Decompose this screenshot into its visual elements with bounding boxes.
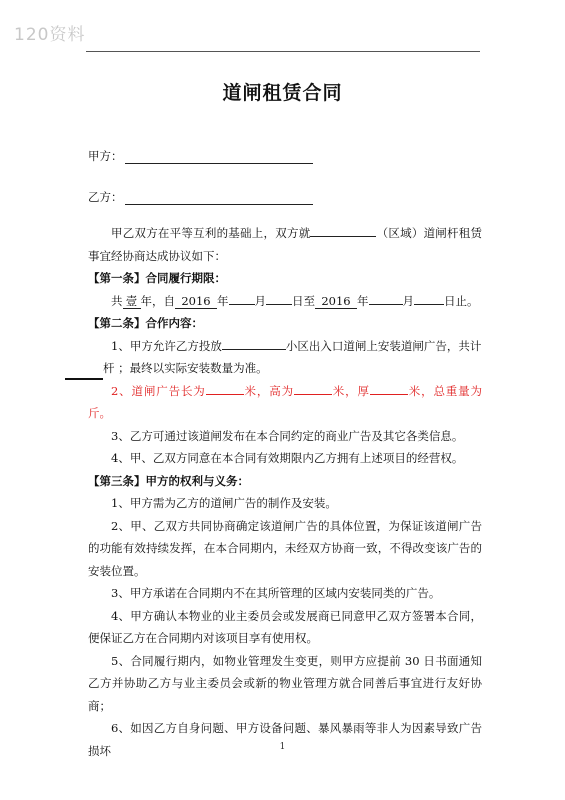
thickness-blank bbox=[370, 382, 408, 395]
article2-item3: 3、乙方可通过该道闸发布在本合同约定的商业广告及其它各类信息。 bbox=[111, 428, 464, 443]
article1-term: 共 壹 年，自 2016 年 月 日至 2016 年 月 日止。 bbox=[111, 293, 479, 308]
start-month-blank bbox=[229, 292, 255, 305]
article3-item6: 6、如因乙方自身问题、甲方设备问题、暴风暴雨等非人为因素导致广告损坏 bbox=[88, 721, 482, 758]
party-b-blank bbox=[125, 192, 313, 205]
region-blank bbox=[310, 224, 376, 237]
term-years: 壹 bbox=[123, 295, 141, 309]
height-blank bbox=[294, 382, 332, 395]
article2-item2: 2、道闸广告长为 米，高为 米，厚 米，总重量为斤。 bbox=[88, 383, 483, 420]
article2-item4: 4、甲、乙双方同意在本合同有效期限内乙方拥有上述项目的经营权。 bbox=[111, 451, 464, 465]
article3-item3: 3、甲方承诺在合同期内不在其所管理的区域内安装同类的广告。 bbox=[111, 586, 441, 600]
contract-body bbox=[88, 222, 482, 762]
article2-heading: 【第二条】合作内容： bbox=[88, 316, 203, 330]
page-number: 1 bbox=[279, 742, 286, 752]
party-b-label: 乙方： bbox=[88, 190, 123, 204]
article3-item4: 4、甲方确认本物业的业主委员会或发展商已同意甲乙双方签署本合同，便保证乙方在合同期内对该项目享有使用权。 bbox=[88, 608, 482, 645]
start-day-blank bbox=[266, 292, 292, 305]
party-a-label: 甲方： bbox=[88, 149, 123, 163]
article2-item1: 1、甲方允许乙方投放 小区出入口道闸上安装道闸广告，共计 杆 ；最终以实际安装数量为准。 bbox=[88, 335, 482, 380]
end-year: 2016 bbox=[315, 295, 357, 309]
party-a-line bbox=[88, 148, 313, 164]
header-rule bbox=[86, 51, 480, 52]
article3-heading: 【第三条】甲方的权利与义务： bbox=[88, 473, 249, 488]
length-blank bbox=[206, 382, 244, 395]
party-b-line bbox=[88, 189, 313, 205]
article1-heading: 【第一条】合同履行期限： bbox=[88, 271, 226, 285]
community-blank bbox=[222, 337, 286, 350]
watermark-logo: 120资料 bbox=[14, 25, 86, 45]
article3-item1: 1、甲方需为乙方的道闸广告的制作及安装。 bbox=[111, 496, 337, 510]
intro-paragraph: 甲乙双方在平等互利的基础上，双方就 （区域）道闸杆租赁事宜经协商达成协议如下： bbox=[88, 226, 482, 263]
article3-item2: 2、甲、乙双方共同协商确定该道闸广告的具体位置，为保证该道闸广告的功能有效持续发挥，在本合同期内，未经双方协商一致，不得改变该广告的安装位置。 bbox=[88, 518, 482, 578]
pole-count-blank bbox=[65, 366, 103, 380]
party-a-blank bbox=[125, 151, 313, 164]
document-title: 道闸租赁合同 bbox=[222, 82, 343, 104]
start-year: 2016 bbox=[175, 295, 217, 309]
end-day-blank bbox=[414, 292, 444, 305]
end-month-blank bbox=[369, 292, 403, 305]
article3-item5: 5、合同履行期内，如物业管理发生变更，则甲方应提前 30 日书面通知乙方并协助乙方与业主委员会或新的物业管理方就合同善后事宜进行友好协商； bbox=[88, 653, 482, 713]
